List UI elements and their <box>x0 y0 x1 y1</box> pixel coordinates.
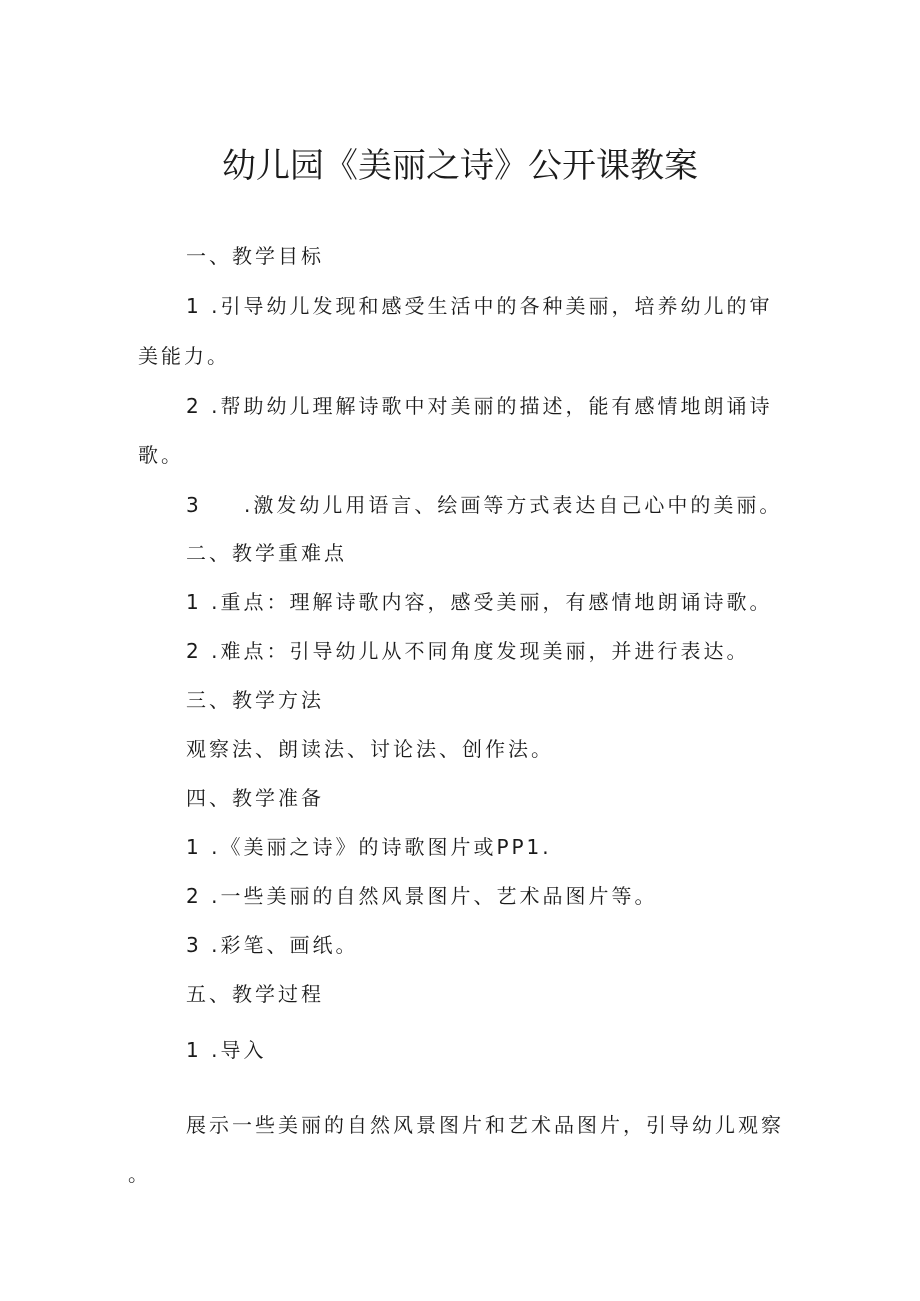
paragraph-line: 展示一些美丽的自然风景图片和艺术品图片，引导幼儿观察 <box>186 1113 784 1137</box>
section-heading-key-points: 二、教学重难点 <box>186 541 347 565</box>
paragraph-line: 歌。 <box>138 443 184 467</box>
paragraph-line: 美能力。 <box>138 344 230 368</box>
document-title: 幼儿园《美丽之诗》公开课教案 <box>222 146 698 186</box>
paragraph-line: 。 <box>128 1162 151 1186</box>
section-heading-process: 五、教学过程 <box>186 982 324 1006</box>
paragraph-line: 1 .重点：理解诗歌内容，感受美丽，有感情地朗诵诗歌。 <box>186 590 773 614</box>
paragraph-line: 观察法、朗读法、讨论法、创作法。 <box>186 737 554 761</box>
paragraph-line: 3 .彩笔、画纸。 <box>186 933 359 957</box>
list-item-number: 3 <box>186 493 202 517</box>
section-heading-objectives: 一、教学目标 <box>186 244 324 268</box>
paragraph-line: 2 .一些美丽的自然风景图片、艺术品图片等。 <box>186 884 658 908</box>
paragraph-line: 2 .帮助幼儿理解诗歌中对美丽的描述，能有感情地朗诵诗 <box>186 394 773 418</box>
section-heading-preparation: 四、教学准备 <box>186 786 324 810</box>
paragraph-line: 2 .难点：引导幼儿从不同角度发现美丽，并进行表达。 <box>186 639 750 663</box>
paragraph-line: 1 .导入 <box>186 1038 267 1062</box>
paragraph-line: 1 .《美丽之诗》的诗歌图片或PP1. <box>186 835 552 859</box>
paragraph-line: .激发幼儿用语言、绘画等方式表达自己心中的美丽。 <box>244 493 783 517</box>
paragraph-line: 1 .引导幼儿发现和感受生活中的各种美丽，培养幼儿的审 <box>186 294 773 318</box>
section-heading-methods: 三、教学方法 <box>186 688 324 712</box>
